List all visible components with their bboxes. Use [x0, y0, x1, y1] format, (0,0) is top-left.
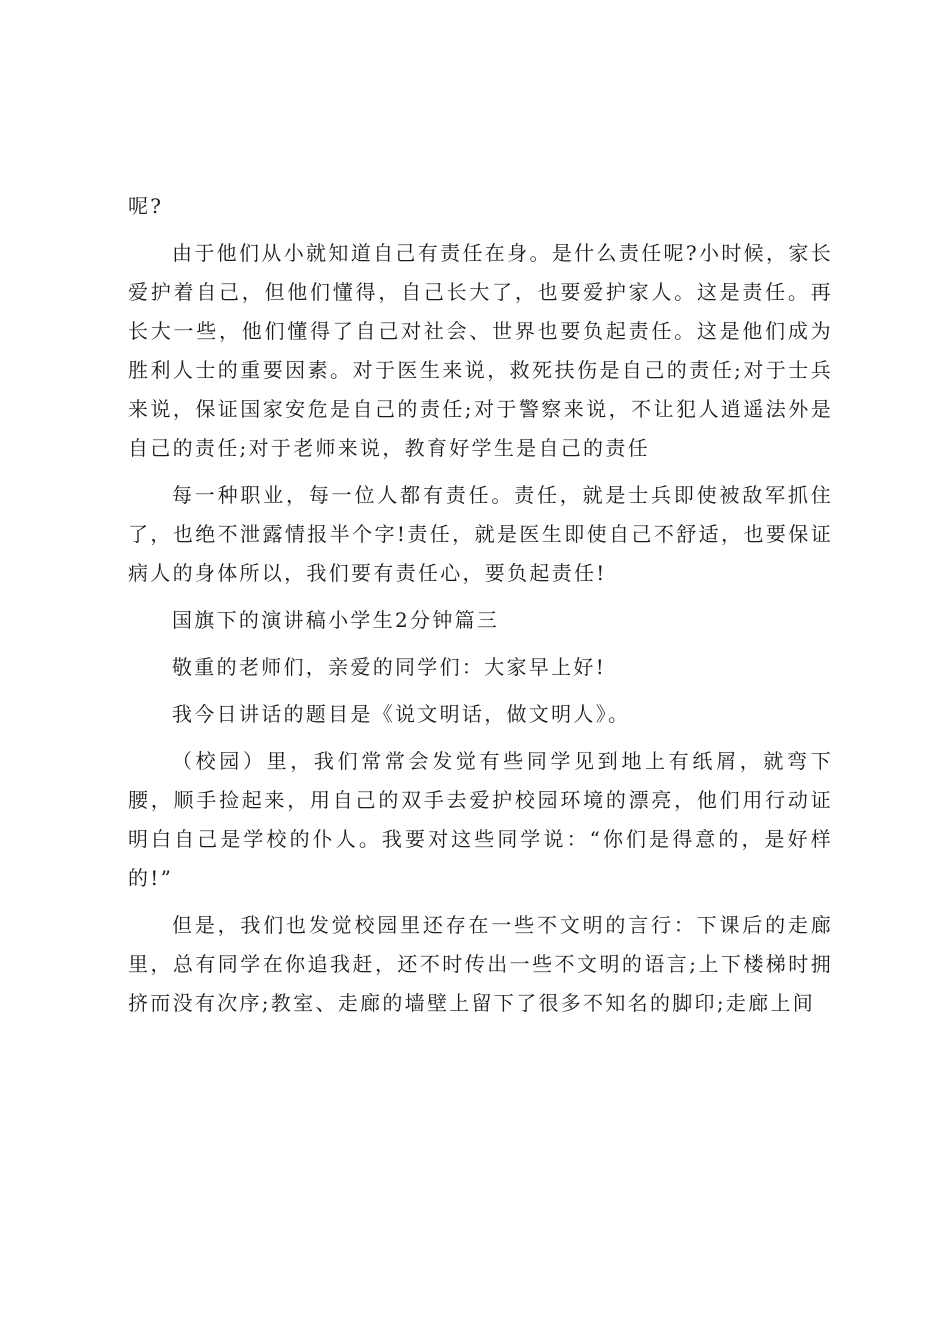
paragraph-responsibility: 由于他们从小就知道自己有责任在身。是什么责任呢?小时候，家长爱护着自己，但他们懂得，自己长大了，也要爱护家人。这是责任。再长大一些，他们懂得了自己对社会、世界也要负起责任。这是他们成为胜利人士的重要因素。对于医生来说，救死扶伤是自己的责任;对于士兵来说，保证国家安危是自己的责任;对于警察来说，不让犯人逍遥法外是自己的责任;对于老师来说，教育好学生是自己的责任: [128, 241, 833, 460]
document-body: [128, 187, 833, 1031]
paragraph-every-profession: 每一种职业，每一位人都有责任。责任，就是士兵即使被敌军抓住了，也绝不泄露情报半个字!责任，就是医生即使自己不舒适，也要保证病人的身体所以，我们要有责任心，要负起责任!: [128, 483, 833, 585]
paragraph-topic: 我今日讲话的题目是《说文明话，做文明人》。: [172, 702, 631, 726]
paragraph-greeting: 敬重的老师们，亲爱的同学们：大家早上好!: [172, 655, 607, 679]
section-heading: 国旗下的演讲稿小学生2分钟篇三: [172, 608, 500, 632]
paragraph-campus: （校园）里，我们常常会发觉有些同学见到地上有纸屑，就弯下腰，顺手捡起来，用自己的双手去爱护校园环境的漂亮，他们用行动证明白自己是学校的仆人。我要对这些同学说：“你们是得意的，是好样的!”: [128, 749, 833, 890]
paragraph-continuation: 呢?: [128, 194, 164, 218]
paragraph-uncivil-behavior: 但是，我们也发觉校园里还存在一些不文明的言行：下课后的走廊里，总有同学在你追我赶，还不时传出一些不文明的语言;上下楼梯时拥挤而没有次序;教室、走廊的墙壁上留下了很多不知名的脚印;走廊上间: [128, 913, 833, 1015]
